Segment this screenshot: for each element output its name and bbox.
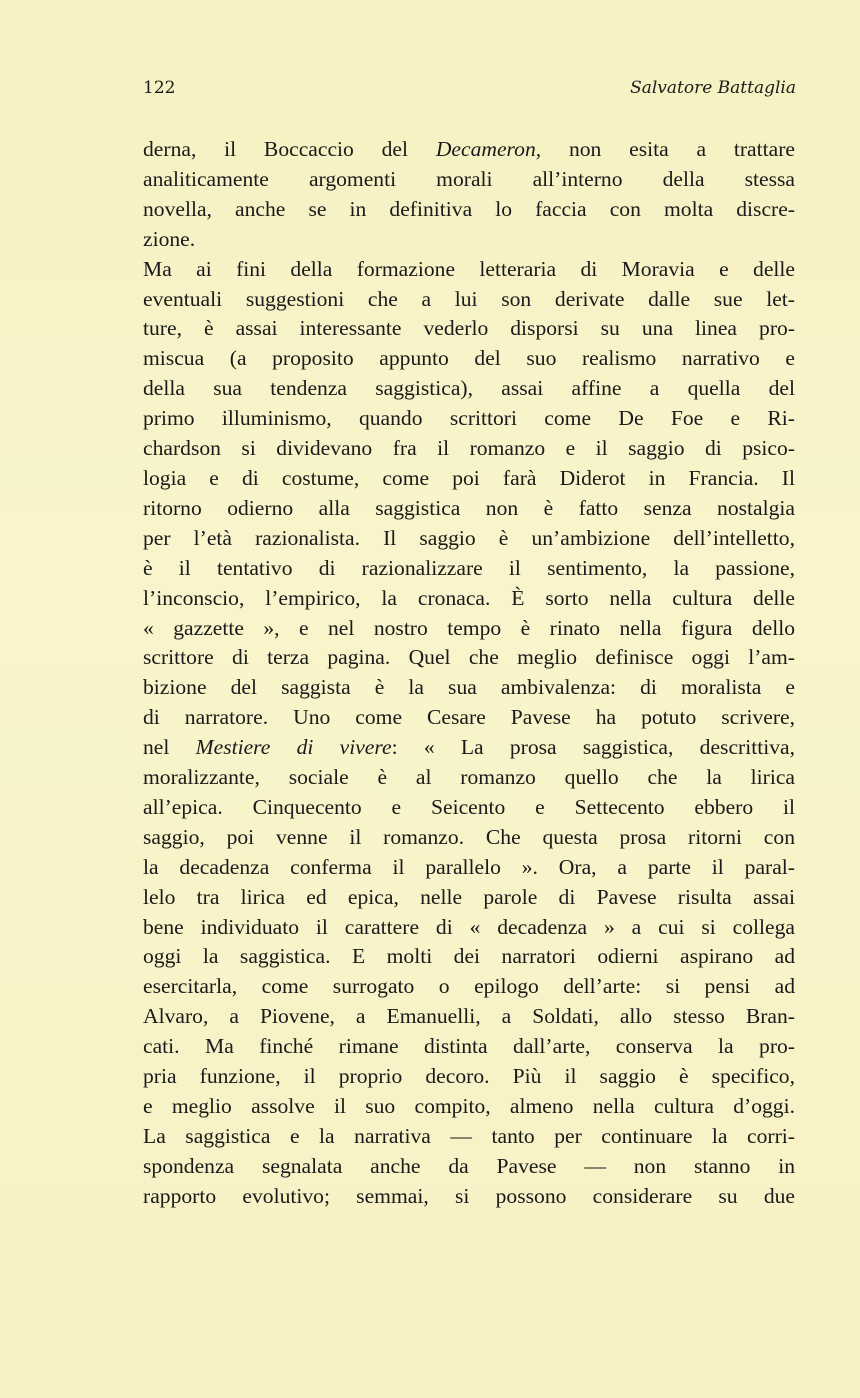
running-head bbox=[143, 78, 796, 102]
text-line bbox=[143, 225, 795, 255]
text-segment: rapporto evolutivo; semmai, si possono considerare su due bbox=[143, 1183, 795, 1208]
text-line bbox=[143, 255, 795, 285]
text-line bbox=[143, 823, 795, 853]
text-segment: oggi la saggistica. E molti dei narratori odierni aspirano ad bbox=[143, 944, 795, 969]
text-segment: pria funzione, il proprio decoro. Più il saggio è specifico, bbox=[143, 1064, 795, 1089]
text-line bbox=[143, 853, 795, 883]
text-line bbox=[143, 584, 795, 614]
text-segment: eventuali suggestioni che a lui son derivate dalle sue let- bbox=[143, 286, 795, 311]
text-line bbox=[143, 524, 795, 554]
text-segment: è il tentativo di razionalizzare il sentimento, la passione, bbox=[143, 555, 795, 580]
text-segment: novella, anche se in definitiva lo faccia con molta discre- bbox=[143, 196, 795, 221]
text-line bbox=[143, 703, 795, 733]
text-segment: La saggistica e la narrativa — tanto per continuare la corri- bbox=[143, 1123, 795, 1148]
text-segment: bizione del saggista è la sua ambivalenza: di moralista e bbox=[143, 675, 795, 700]
text-line bbox=[143, 314, 795, 344]
page-number: 122 bbox=[143, 78, 176, 98]
text-line bbox=[143, 883, 795, 913]
text-segment: e meglio assolve il suo compito, almeno nella cultura d’oggi. bbox=[143, 1094, 795, 1118]
text-line bbox=[143, 464, 795, 494]
text-segment: zione. bbox=[143, 226, 196, 251]
text-line bbox=[143, 374, 795, 404]
text-segment: moralizzante, sociale è al romanzo quello che la lirica bbox=[143, 765, 795, 790]
text-line bbox=[143, 763, 795, 793]
text-segment: Alvaro, a Piovene, a Emanuelli, a Soldati, allo stesso Bran- bbox=[143, 1004, 795, 1029]
text-line bbox=[143, 344, 795, 374]
text-segment: cati. Ma finché rimane distinta dall’arte, conserva la pro- bbox=[143, 1034, 795, 1059]
text-segment: « gazzette », e nel nostro tempo è rinato nella figura dello bbox=[143, 615, 795, 640]
text-line bbox=[143, 913, 795, 943]
text-segment: logia e di costume, come poi farà Diderot in Francia. Il bbox=[143, 465, 795, 490]
text-line bbox=[143, 1092, 795, 1122]
text-segment: Ma ai fini della formazione letteraria di Moravia e delle bbox=[143, 256, 795, 281]
text-line bbox=[143, 1002, 795, 1032]
text-segment: non esita a trattare bbox=[541, 137, 795, 161]
text-line bbox=[143, 1152, 795, 1182]
text-line bbox=[143, 942, 795, 972]
text-line bbox=[143, 135, 795, 165]
italic-title: Mestiere di vivere bbox=[195, 735, 392, 760]
text-line bbox=[143, 1182, 795, 1212]
text-segment: della sua tendenza saggistica), assai affine a quella del bbox=[143, 376, 795, 401]
text-segment: derna, il Boccaccio del bbox=[143, 137, 436, 161]
body-text bbox=[143, 135, 795, 1212]
text-segment: ture, è assai interessante vederlo disporsi su una linea pro- bbox=[143, 316, 795, 341]
text-segment: di narratore. Uno come Cesare Pavese ha potuto scrivere, bbox=[143, 705, 795, 730]
text-line bbox=[143, 614, 795, 644]
text-segment: all’epica. Cinquecento e Seicento e Settecento ebbero il bbox=[143, 794, 795, 819]
text-line bbox=[143, 404, 795, 434]
italic-title: Decameron, bbox=[435, 137, 542, 161]
text-segment: saggio, poi venne il romanzo. Che questa prosa ritorni con bbox=[143, 824, 795, 849]
text-segment: miscua (a proposito appunto del suo realismo narrativo e bbox=[143, 346, 795, 371]
text-segment: bene individuato il carattere di « decadenza » a cui si collega bbox=[143, 914, 795, 939]
text-line bbox=[143, 643, 795, 673]
text-segment: la decadenza conferma il parallelo ». Ora, a parte il paral- bbox=[143, 854, 795, 879]
text-line bbox=[143, 673, 795, 703]
text-line bbox=[143, 1122, 795, 1152]
running-head-author: Salvatore Battaglia bbox=[630, 78, 796, 98]
text-segment: esercitarla, come surrogato o epilogo dell’arte: si pensi ad bbox=[143, 974, 795, 999]
text-line bbox=[143, 554, 795, 584]
text-line bbox=[143, 494, 795, 524]
text-segment: spondenza segnalata anche da Pavese — non stanno in bbox=[143, 1153, 795, 1178]
text-line bbox=[143, 165, 795, 195]
text-segment: nel bbox=[143, 735, 196, 760]
text-line bbox=[143, 285, 795, 315]
text-line bbox=[143, 1032, 795, 1062]
text-segment: : « La prosa saggistica, descrittiva, bbox=[391, 735, 795, 760]
text-line bbox=[143, 195, 795, 225]
text-line bbox=[143, 1062, 795, 1092]
text-segment: primo illuminismo, quando scrittori come De Foe e Ri- bbox=[143, 406, 795, 431]
text-segment: per l’età razionalista. Il saggio è un’ambizione dell’intelletto, bbox=[143, 525, 795, 550]
text-segment: chardson si dividevano fra il romanzo e il saggio di psico- bbox=[143, 436, 795, 461]
text-segment: lelo tra lirica ed epica, nelle parole di Pavese risulta assai bbox=[143, 884, 795, 909]
text-segment: analiticamente argomenti morali all’interno della stessa bbox=[143, 166, 795, 191]
text-segment: scrittore di terza pagina. Quel che meglio definisce oggi l’am- bbox=[143, 645, 795, 670]
text-segment: ritorno odierno alla saggistica non è fatto senza nostalgia bbox=[143, 495, 795, 520]
text-segment: l’inconscio, l’empirico, la cronaca. È sorto nella cultura delle bbox=[143, 585, 795, 610]
text-line bbox=[143, 972, 795, 1002]
text-line bbox=[143, 793, 795, 823]
text-line bbox=[143, 434, 795, 464]
text-line bbox=[143, 733, 795, 763]
